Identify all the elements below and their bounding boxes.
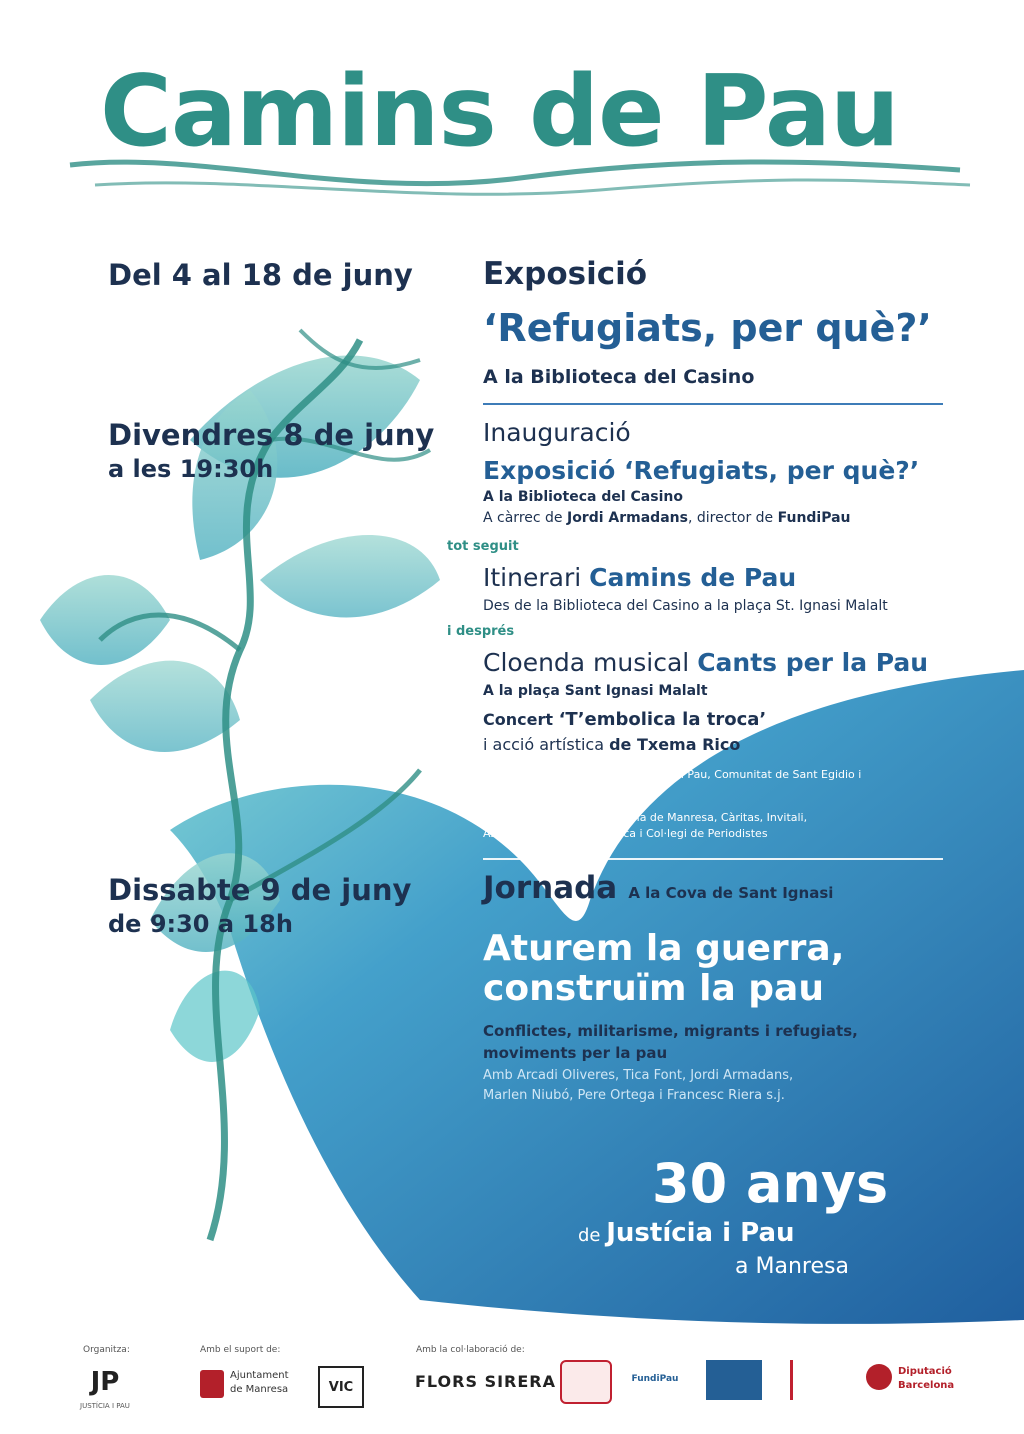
after-label: i després [447, 624, 515, 639]
fundipau-logo: FundiPau [631, 1374, 679, 1384]
host-org: FundiPau [777, 510, 851, 526]
suport-label: Amb el suport de: [200, 1345, 281, 1355]
action-name: de Txema Rico [609, 735, 741, 754]
red-emblem-icon [560, 1360, 612, 1404]
exhibition-title: ‘Refugiats, per què?’ [483, 306, 932, 350]
jornada-topics-line-2: moviments per la pau [483, 1044, 668, 1062]
itinerary-name: Camins de Pau [589, 563, 797, 592]
jornada-speakers-line-1: Amb Arcadi Oliveres, Tica Font, Jordi Armadans, [483, 1068, 794, 1083]
host-prefix: A càrrec de [483, 510, 567, 526]
participants-line-2: Consell Municipal de Solidaritat [483, 784, 657, 797]
section-divider [483, 858, 943, 860]
concert-line [483, 709, 766, 730]
diputacio-text-2: Barcelona [898, 1380, 955, 1391]
section-divider [483, 403, 943, 405]
blue-box-logo [706, 1360, 762, 1400]
leaf-shape [40, 575, 170, 665]
exhibition-venue: A la Biblioteca del Casino [483, 366, 755, 388]
concert-name: ‘T’embolica la troca’ [558, 709, 767, 730]
leaf-shape [260, 535, 440, 618]
friday-time: a les 19:30h [108, 455, 274, 483]
exhibition-kind: Exposició [483, 256, 648, 292]
jornada-speakers-line-2: Marlen Niubó, Pere Ortega i Francesc Riera s.j. [483, 1088, 785, 1103]
inauguration-label: Inauguració [483, 418, 631, 447]
anniversary-years: 30 anys [652, 1152, 889, 1215]
anniversary-prefix: de [578, 1225, 607, 1246]
ajuntament-text: Ajuntament [230, 1370, 289, 1381]
jornada-title-line-1: Aturem la guerra, [483, 928, 845, 969]
collab-line-1: Col·labora: Memòria i Història de Manresa, Càritas, Invitali, [483, 811, 808, 824]
saturday-time: de 9:30 a 18h [108, 910, 293, 938]
vic-logo: VIC [318, 1366, 364, 1408]
closing-venue: A la plaça Sant Ignasi Malalt [483, 683, 708, 699]
host-name: Jordi Armadans [566, 510, 688, 526]
jp-logo: JP [90, 1367, 120, 1397]
closing-prefix: Cloenda musical [483, 648, 698, 677]
jp-logo-sub: JUSTÍCIA I PAU [80, 1402, 130, 1410]
concert-prefix: Concert [483, 710, 559, 729]
jornada-heading [483, 870, 833, 906]
itinerary-route: Des de la Biblioteca del Casino a la plaça St. Ignasi Malalt [483, 598, 888, 614]
host-mid: , director de [687, 510, 778, 526]
jornada-topics-line-1: Conflictes, militarisme, migrants i refugiats, [483, 1022, 858, 1040]
inauguration-venue: A la Biblioteca del Casino [483, 489, 683, 505]
diputacio-circle-icon [866, 1364, 892, 1390]
closing-name: Cants per la Pau [697, 648, 929, 677]
anniversary-org [578, 1218, 795, 1248]
action-prefix: i acció artística [483, 735, 610, 754]
exhibition-date: Del 4 al 18 de juny [108, 258, 413, 292]
jornada-kind: Jornada [483, 870, 618, 906]
anniversary-name: Justícia i Pau [606, 1218, 795, 1248]
itinerary-heading [483, 563, 796, 592]
friday-date: Divendres 8 de juny [108, 418, 435, 452]
leaf-shape [90, 661, 240, 752]
participants-line-1: Hi participa: Xavier Melloni, Justícia i Pau, Comunitat de Sant Egidio i [483, 768, 862, 781]
ajuntament-shield-icon [200, 1370, 224, 1398]
inauguration-host [483, 510, 851, 526]
jornada-title-line-2: construïm la pau [483, 968, 824, 1009]
red-figure-logo [790, 1360, 853, 1400]
diputacio-text: Diputació [898, 1366, 952, 1377]
collab-label: Amb la col·laboració de: [416, 1345, 525, 1355]
organitza-label: Organitza: [83, 1345, 130, 1355]
then-label: tot seguit [447, 539, 519, 554]
flors-sirera-logo: FLORS SIRERA [415, 1372, 556, 1391]
ajuntament-text-2: de Manresa [230, 1384, 289, 1395]
collab-line-2: Associació Cultural Islàmica i Col·legi de Periodistes [483, 827, 768, 840]
anniversary-city: a Manresa [735, 1254, 849, 1279]
page-title: Camins de Pau [100, 55, 899, 169]
jornada-venue: A la Cova de Sant Ignasi [628, 884, 834, 902]
inauguration-title: Exposició ‘Refugiats, per què?’ [483, 456, 920, 485]
saturday-date: Dissabte 9 de juny [108, 873, 412, 907]
itinerary-prefix: Itinerari [483, 563, 590, 592]
closing-heading [483, 648, 928, 677]
action-line [483, 735, 740, 754]
